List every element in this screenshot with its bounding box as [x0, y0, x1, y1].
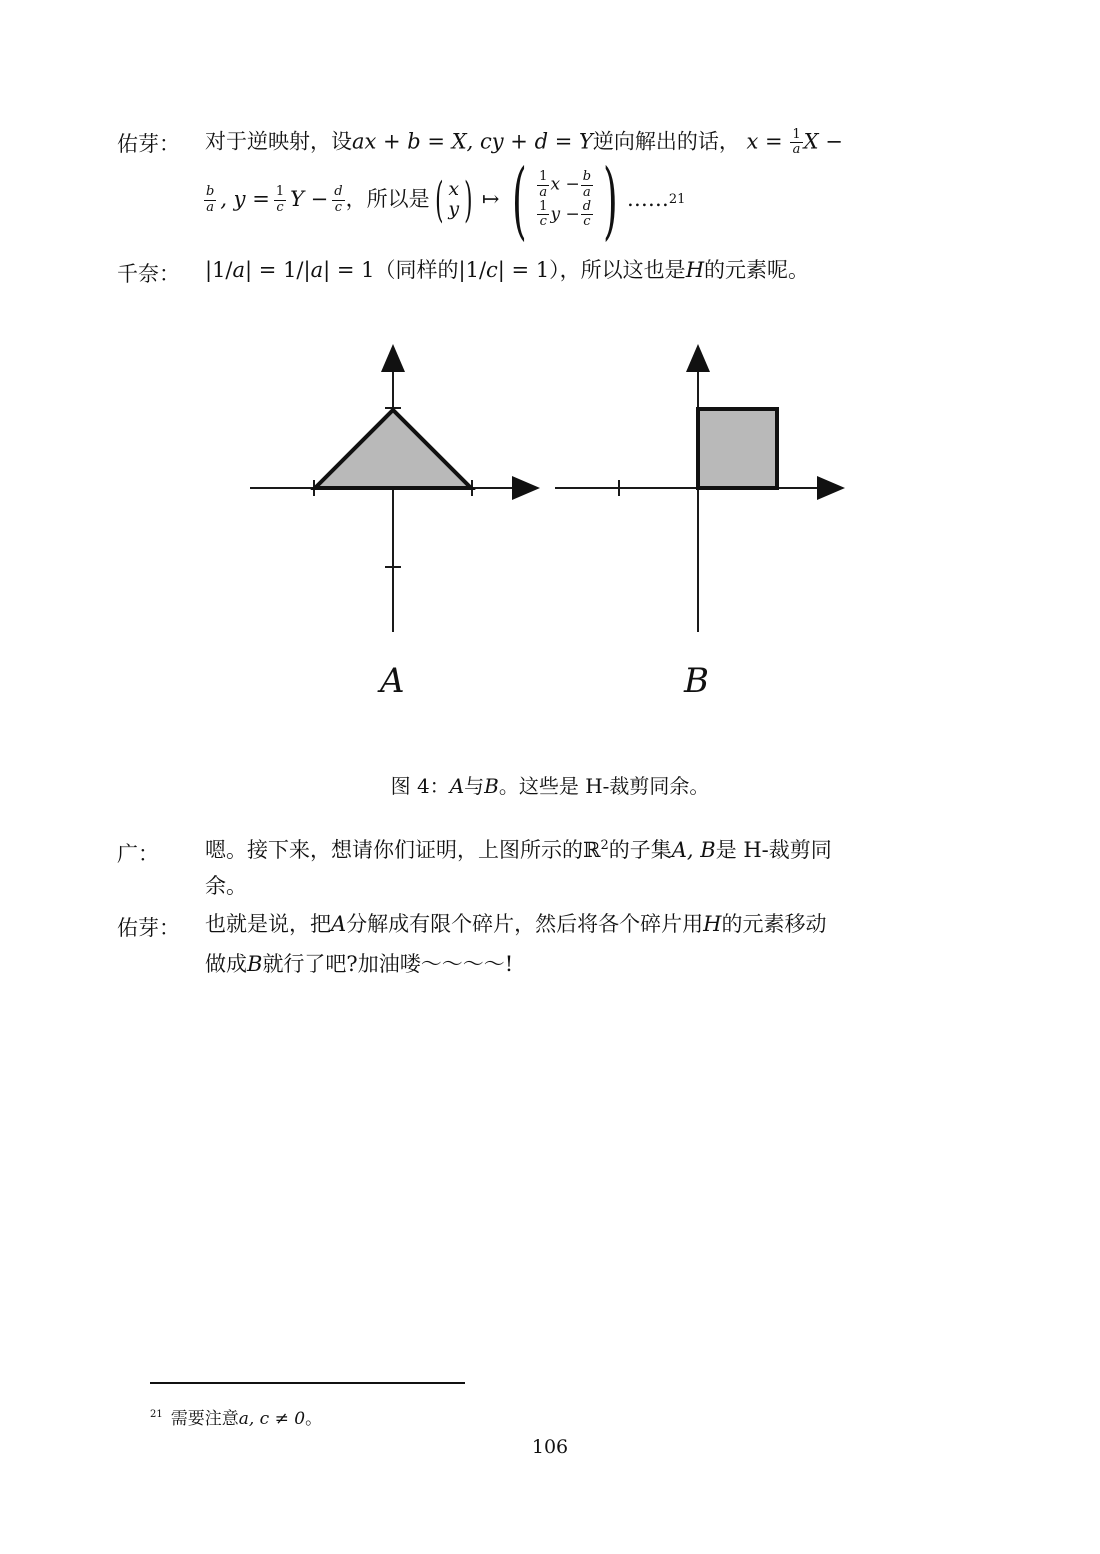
- equation: ax + b = X, cy + d = Y: [352, 129, 593, 154]
- dialogue-line: 做成B就行了吧?加油喽～～～～!: [205, 952, 514, 976]
- figure-label-b: B: [684, 661, 709, 701]
- right-paren: ): [603, 151, 618, 249]
- fraction: $\frac{d}{c}$: [334, 184, 343, 215]
- dialogue-line: 嗯。接下来，想请你们证明，上图所示的ℝ$^2$的子集A, B是 H-裁剪同: [205, 838, 832, 862]
- footnote: $^{21}$ 需要注意a, c ≠ 0。: [150, 1409, 323, 1429]
- fraction: $\frac{1}{c}$: [275, 184, 285, 215]
- footnote-rule: [150, 1382, 465, 1384]
- figure-label-a: A: [380, 661, 405, 701]
- plot-b: [555, 344, 845, 701]
- vector: $\frac{1}{a}$ x − $\frac{b}{a}$ $\frac{1}{c}$ y − $\frac{d}{c}$: [539, 169, 592, 230]
- equation: x =: [746, 129, 783, 154]
- x-arrow-b: [817, 476, 845, 500]
- figure-diagram: [0, 0, 1100, 720]
- fraction: $\frac{1}{a}$: [792, 127, 801, 158]
- speaker-label: 千奈：: [117, 262, 180, 286]
- vector: x y: [448, 178, 460, 220]
- speaker-label: 广：: [117, 842, 159, 866]
- triangle-shape: [315, 410, 471, 488]
- y-arrow-b: [686, 344, 710, 372]
- ellipsis: ……: [626, 187, 669, 212]
- equation: , y =: [220, 187, 270, 212]
- plot-a: [250, 344, 540, 701]
- y-arrow-a: [381, 344, 405, 372]
- dialogue-line: 也就是说，把A分解成有限个碎片，然后将各个碎片用H的元素移动: [205, 912, 827, 936]
- right-paren: ): [464, 172, 473, 228]
- page-number: 106: [531, 1436, 569, 1458]
- footnote-ref: 21: [668, 192, 686, 208]
- equation: Y −: [290, 187, 329, 212]
- left-paren: (: [512, 151, 528, 249]
- speaker-label: 佑芽：: [117, 132, 180, 156]
- left-paren: (: [434, 172, 444, 228]
- text: 逆向解出的话，: [592, 129, 740, 154]
- footnote-number: 21: [150, 1409, 163, 1421]
- mapsto-symbol: ↦: [481, 187, 500, 212]
- text: 对于逆映射，设: [205, 129, 352, 154]
- equation: X −: [803, 129, 843, 154]
- dialogue-line: 余。: [205, 874, 247, 898]
- fraction: $\frac{b}{a}$: [206, 184, 215, 215]
- figure-caption: 图 4：A与B。这些是 H-裁剪同余。: [390, 774, 710, 798]
- square-shape: [698, 409, 777, 488]
- speaker-label: 佑芽：: [117, 916, 180, 940]
- x-arrow-a: [512, 476, 540, 500]
- text: ，所以是: [345, 187, 430, 212]
- dialogue-line: |1/a| = 1/|a| = 1（同样的|1/c| = 1），所以这也是H的元素呢。: [205, 258, 810, 282]
